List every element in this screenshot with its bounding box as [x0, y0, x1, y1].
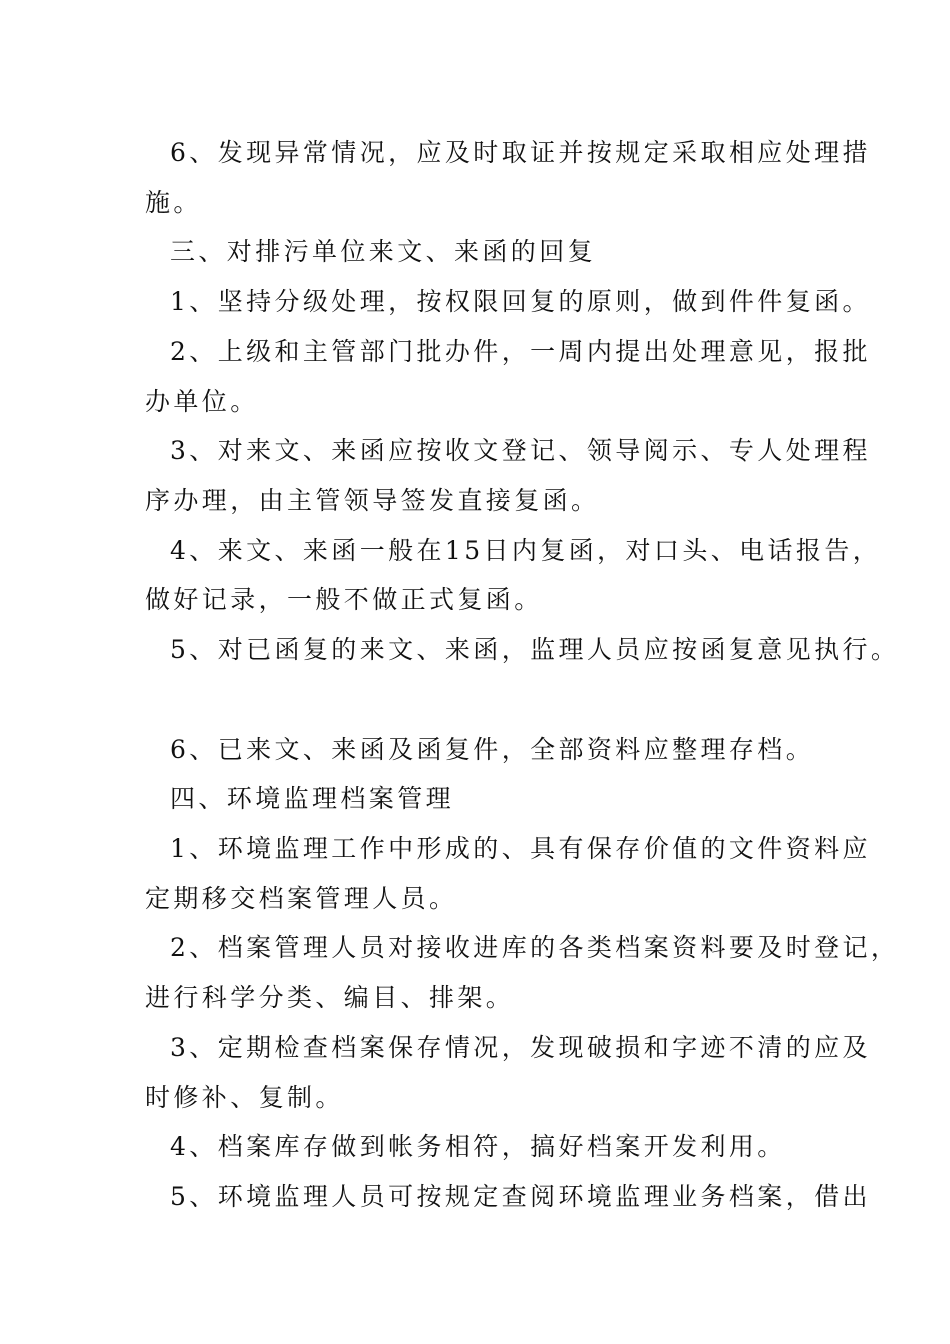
paragraph-line: 6、发现异常情况，应及时取证并按规定采取相应处理措 — [170, 138, 871, 167]
paragraph-line: 2、上级和主管部门批办件，一周内提出处理意见，报批 — [170, 337, 871, 366]
paragraph-line: 5、环境监理人员可按规定查阅环境监理业务档案，借出 — [170, 1182, 871, 1211]
section-heading: 四、环境监理档案管理 — [170, 784, 455, 813]
paragraph-line: 4、档案库存做到帐务相符，搞好档案开发利用。 — [170, 1132, 786, 1161]
paragraph-line: 施。 — [145, 188, 202, 217]
paragraph-line: 4、来文、来函一般在15日内复函，对口头、电话报告， — [170, 536, 882, 565]
paragraph-line: 1、环境监理工作中形成的、具有保存价值的文件资料应 — [170, 834, 871, 863]
paragraph-line: 做好记录，一般不做正式复函。 — [145, 585, 543, 614]
section-heading: 三、对排污单位来文、来函的回复 — [170, 237, 597, 266]
paragraph-line: 办单位。 — [145, 387, 259, 416]
paragraph-line: 定期移交档案管理人员。 — [145, 884, 458, 913]
paragraph-line: 2、档案管理人员对接收进库的各类档案资料要及时登记， — [170, 933, 900, 962]
paragraph-line: 进行科学分类、编目、排架。 — [145, 983, 515, 1012]
paragraph-line: 3、对来文、来函应按收文登记、领导阅示、专人处理程 — [170, 436, 871, 465]
paragraph-line: 时修补、复制。 — [145, 1083, 344, 1112]
paragraph-line: 5、对已函复的来文、来函，监理人员应按函复意见执行。 — [170, 635, 900, 664]
paragraph-line: 3、定期检查档案保存情况，发现破损和字迹不清的应及 — [170, 1033, 871, 1062]
paragraph-line: 1、坚持分级处理，按权限回复的原则，做到件件复函。 — [170, 287, 871, 316]
paragraph-line: 6、已来文、来函及函复件，全部资料应整理存档。 — [170, 735, 815, 764]
paragraph-line: 序办理，由主管领导签发直接复函。 — [145, 486, 600, 515]
